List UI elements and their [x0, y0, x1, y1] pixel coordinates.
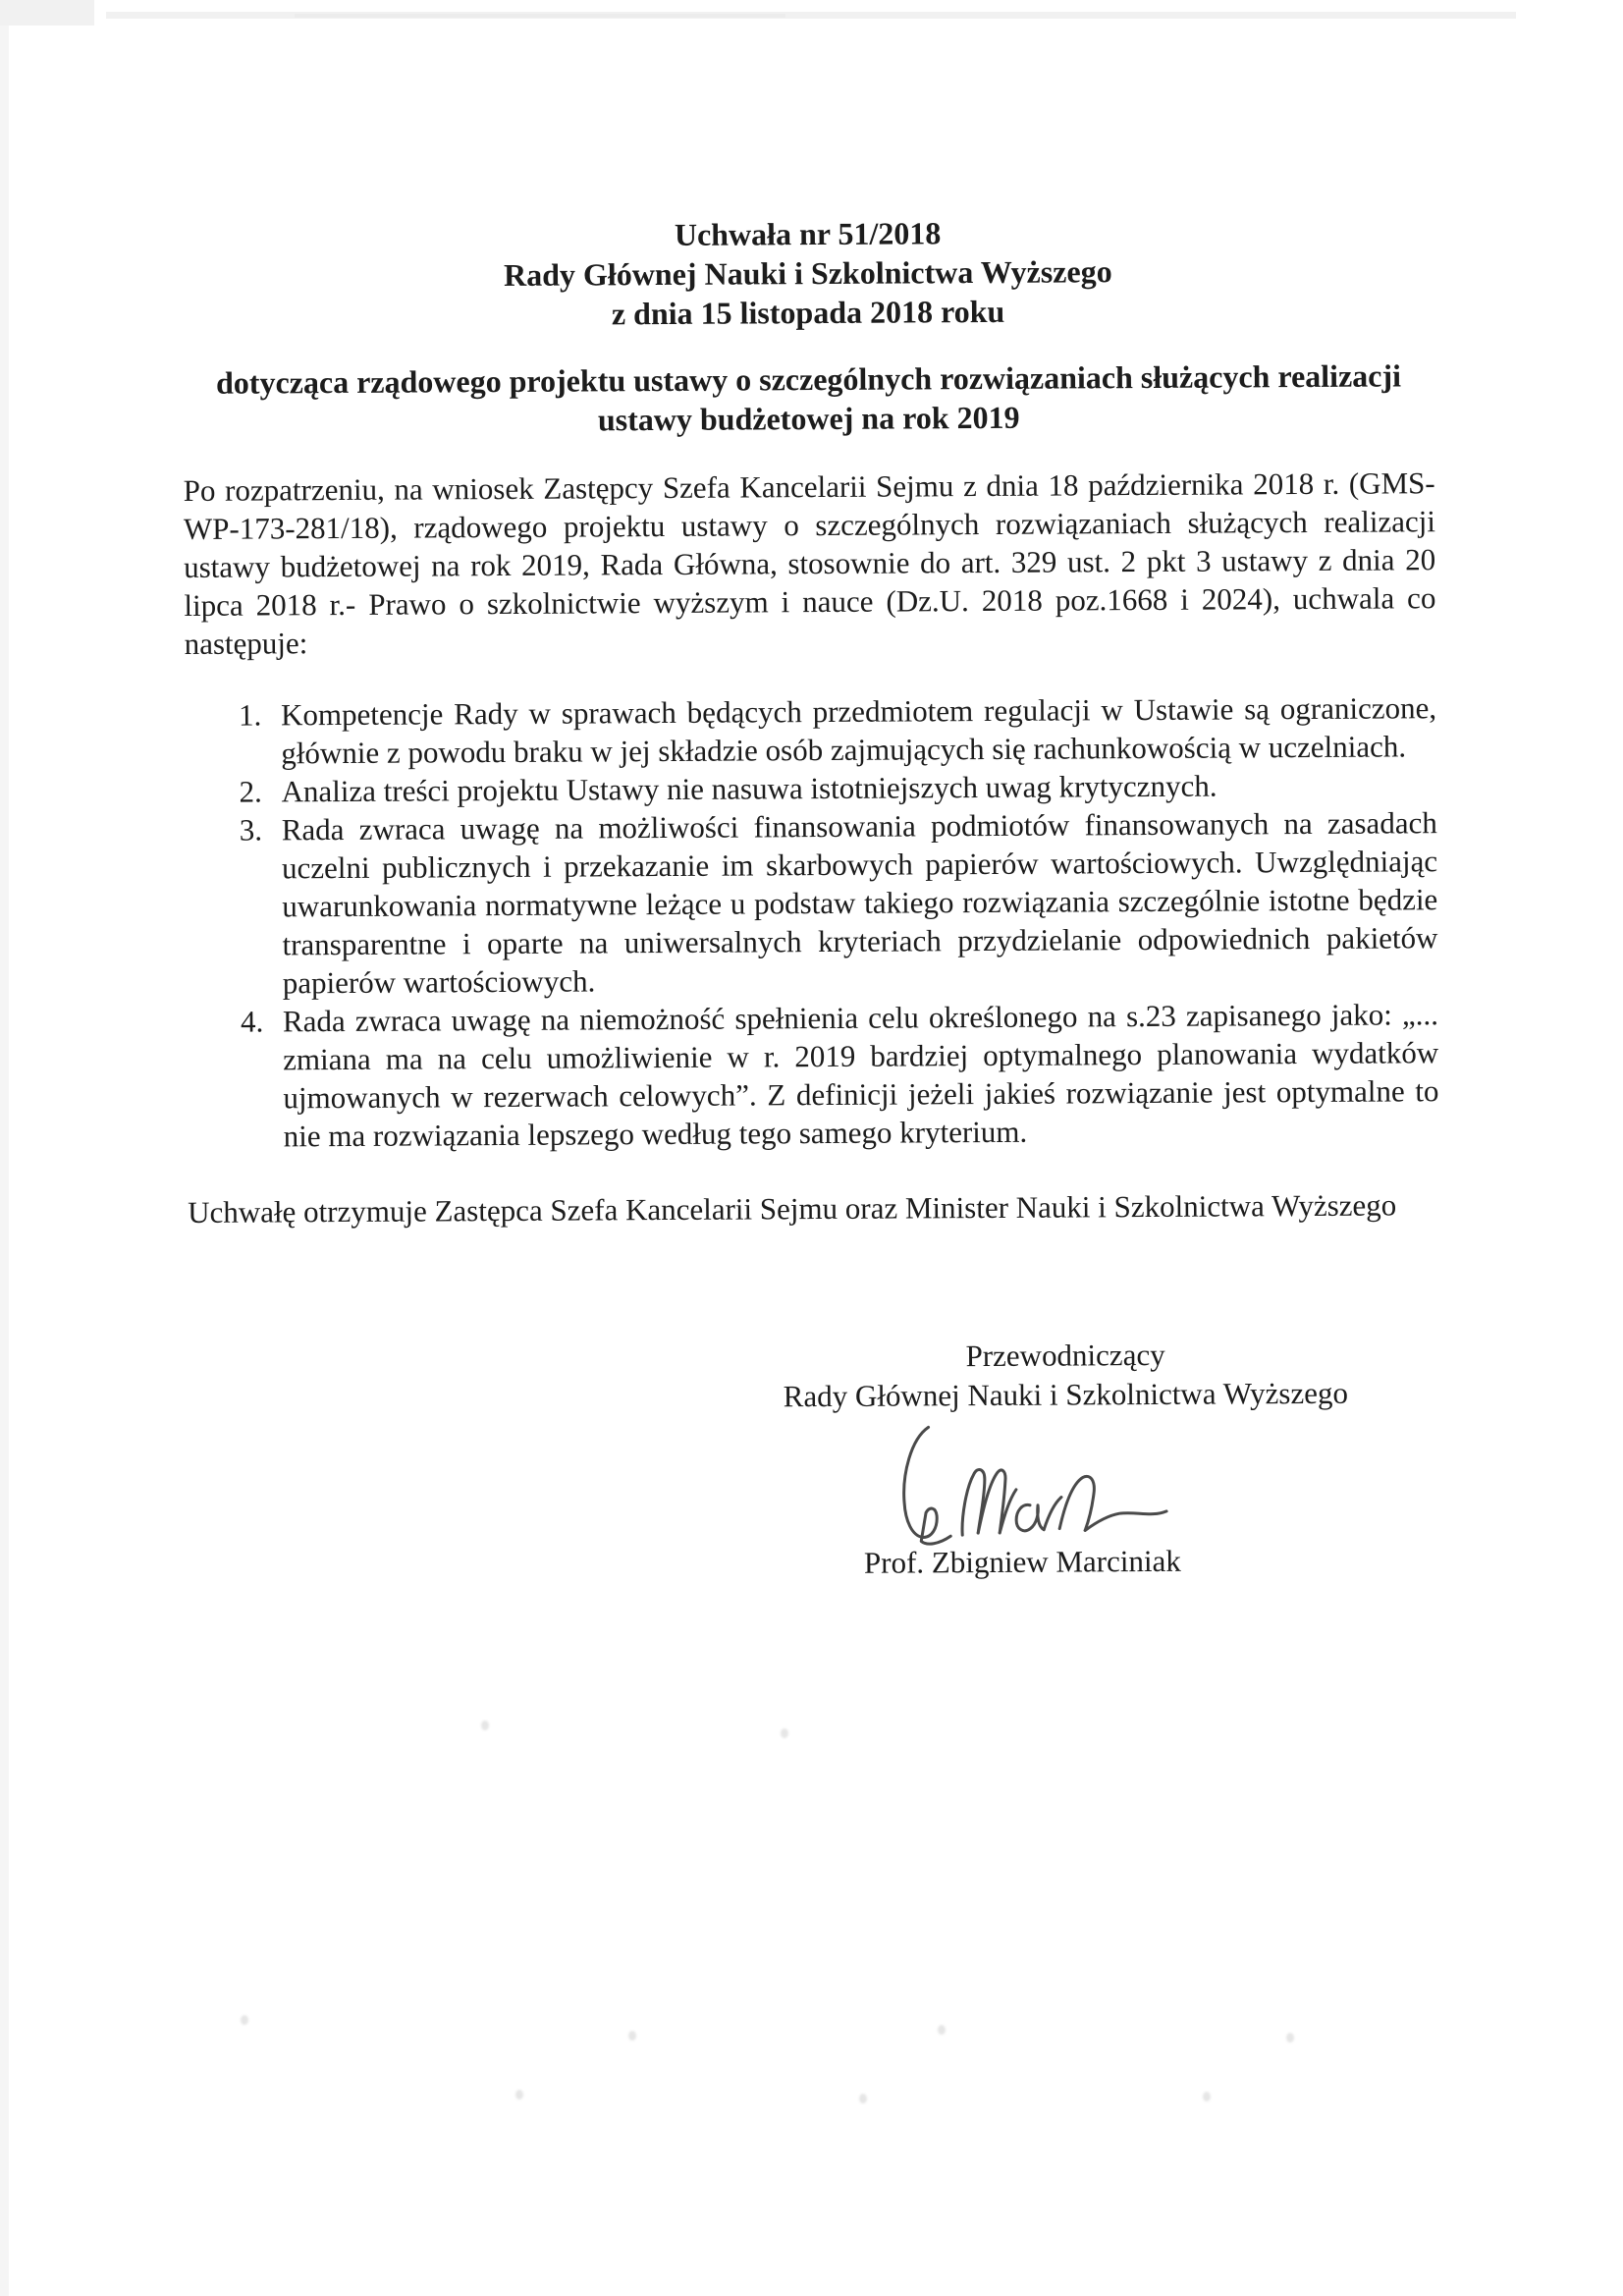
scan-artifact-top-edge [106, 12, 1516, 19]
signature-block [731, 1334, 1401, 1583]
distribution-paragraph: Uchwałę otrzymuje Zastępca Szefa Kancelarii Sejmu oraz Minister Nauki i Szkolnictwa Wyższego [188, 1187, 1397, 1230]
document-content [182, 210, 1441, 1587]
scan-artifact-left-edge [0, 26, 9, 2296]
scan-artifact-top-left-corner [0, 0, 94, 26]
list-item [240, 803, 1438, 1002]
list-item-text: Rada zwraca uwagę na niemożność spełnienia celu określonego na s.23 zapisanego jako: „... zmiana ma na celu umożliwienie w r. 2019 bardziej optymalnego planowania wydatków ujmowanych w rezerwach celowych”. Z definicji jeżeli jakieś rozwiązanie jest optymalne to nie ma rozwiązania lepszego według tego samego kryterium. [282, 997, 1439, 1154]
handwritten-signature [859, 1418, 1184, 1550]
title-line-council-name: Rady Głównej Nauki i Szkolnictwa Wyższego [503, 253, 1112, 293]
scan-speck [628, 2031, 636, 2041]
list-item-number: 3. [239, 812, 263, 847]
scan-speck [1203, 2092, 1211, 2102]
list-item-text: Analiza treści projektu Ustawy nie nasuwa istotniejszych uwag krytycznych. [281, 768, 1217, 809]
scan-speck [515, 2090, 523, 2100]
list-item [239, 688, 1436, 772]
intro-paragraph: Po rozpatrzeniu, na wniosek Zastępcy Szefa Kancelarii Sejmu z dnia 18 października 2018 r. (GMS-WP-173-281/18), rządowego projektu ustawy o szczególnych rozwiązaniach służących realizacji ustawy budżetowej na rok 2019, Rada Główna, stosownie do art. 329 ust. 2 pkt 3 ustawy z dnia 20 lipca 2018 r.- Prawo o szkolnictwie wyższym i nauce (Dz.U. 2018 poz.1668 i 2024), uchwala co następuje: [183, 465, 1436, 661]
list-item [241, 995, 1439, 1155]
signature-role-line-2: Rady Głównej Nauki i Szkolnictwa Wyższego [783, 1375, 1349, 1414]
scan-speck [859, 2094, 867, 2104]
title-line-resolution-number: Uchwała nr 51/2018 [674, 215, 942, 252]
title-line-date: z dnia 15 listopada 2018 roku [611, 293, 1005, 332]
signature-role-line-1: Przewodniczący [965, 1337, 1165, 1374]
resolution-list [185, 688, 1439, 1156]
document-title [182, 210, 1434, 336]
list-item-number: 1. [238, 697, 262, 733]
scan-speck [241, 2015, 248, 2025]
document-subject: dotycząca rządowego projektu ustawy o szczególnych rozwiązaniach służących realizacji ustawy budżetowej na rok 2019 [215, 357, 1402, 438]
list-item-text: Kompetencje Rady w sprawach będących przedmiotem regulacji w Ustawie są ograniczone, głównie z powodu braku w jej składzie osób zajmujących się rachunkowością w uczelniach. [280, 690, 1437, 771]
scan-speck [1286, 2033, 1294, 2043]
scan-speck [481, 1721, 489, 1730]
list-item-number: 4. [240, 1004, 264, 1039]
scan-speck [938, 2025, 946, 2035]
scan-artifact-top-edge-dark [295, 14, 785, 18]
signature-area [687, 1417, 1356, 1584]
list-item-number: 2. [239, 774, 262, 809]
signatory-name: Prof. Zbigniew Marciniak [863, 1543, 1181, 1580]
scan-speck [781, 1728, 788, 1738]
list-item-text: Rada zwraca uwagę na możliwości finansowania podmiotów finansowanych na zasadach uczelni publicznych i przekazanie im skarbowych papierów wartościowych. Uwzględniając uwarunkowania normatywne leżące u podstaw takiego rozwiązania szczególnie istotne będzie transparentne i oparte na uniwersalnych kryteriach przydzielanie odpowiednich pakietów papierów wartościowych. [281, 805, 1438, 1001]
